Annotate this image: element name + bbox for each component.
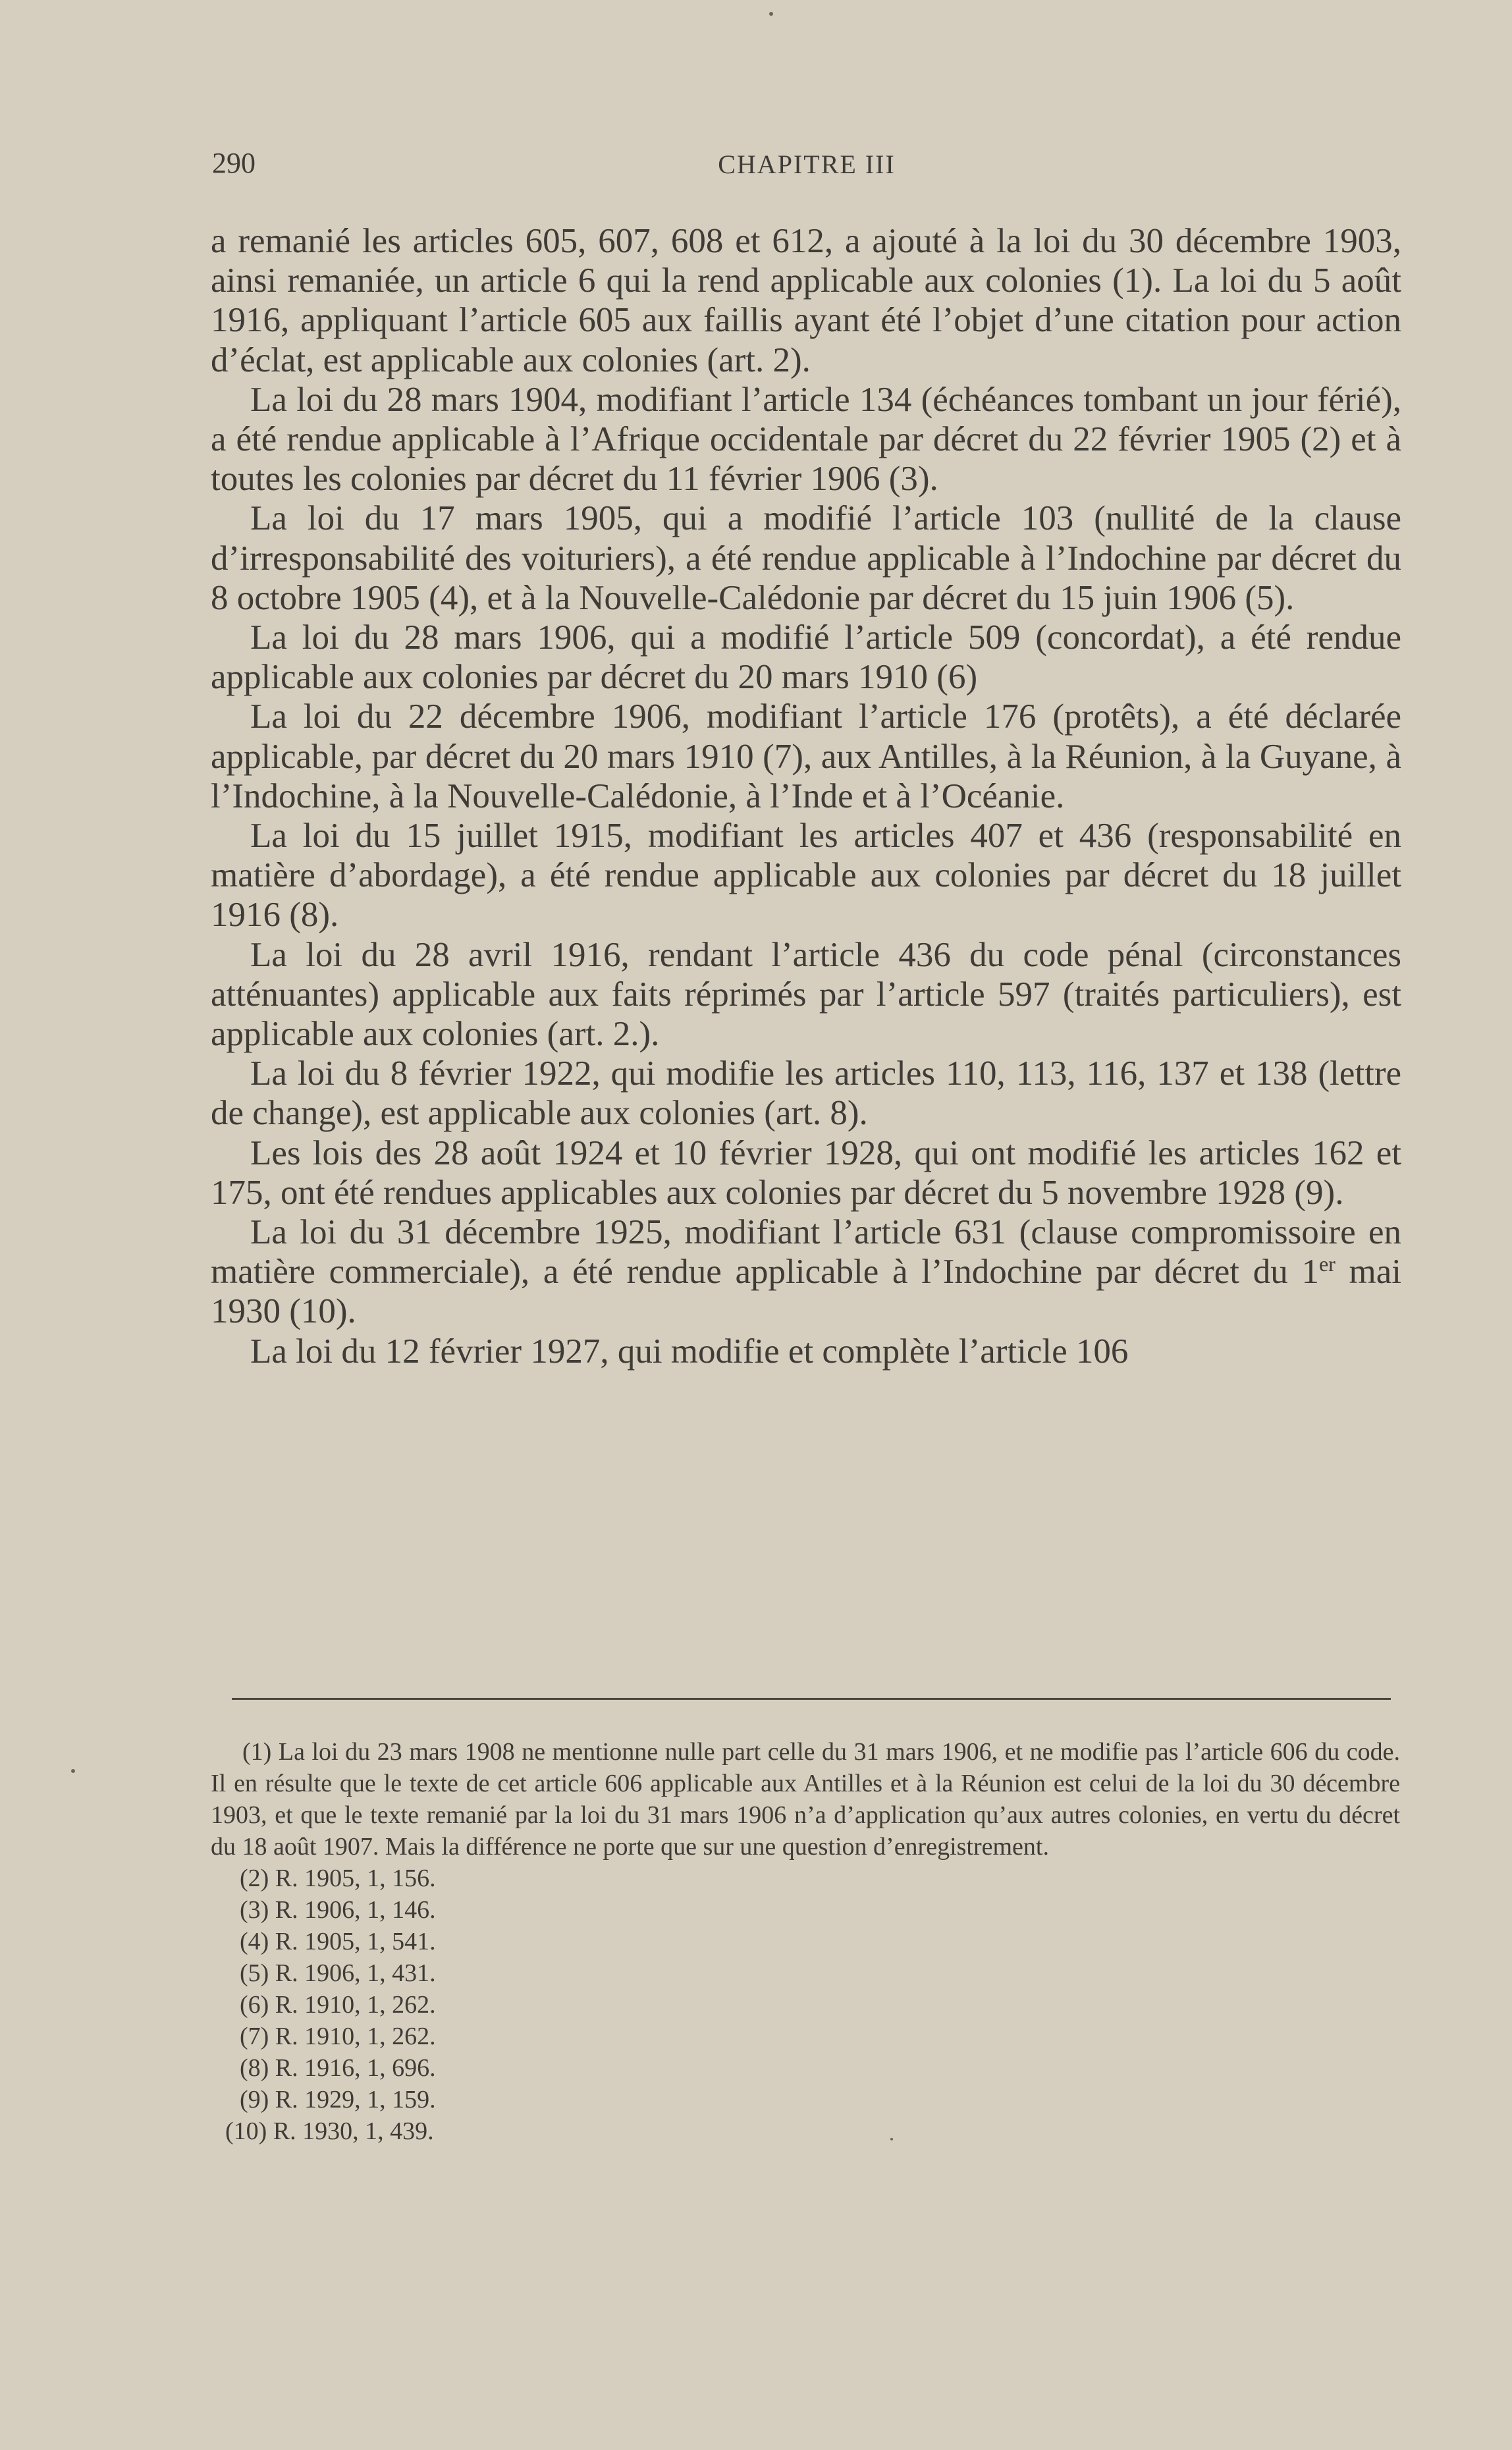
paragraph: La loi du 17 mars 1905, qui a modifié l’article 103 (nullité de la clause d’irresponsabilité des voituriers), a été rendue applicable à l’Indochine par décret du 8 octobre 1905 (4), et à la Nouvelle-Calédonie par décret du 15 juin 1906 (5).	[211, 499, 1401, 617]
paragraph: La loi du 22 décembre 1906, modifiant l’article 176 (protêts), a été déclarée applicable, par décret du 20 mars 1910 (7), aux Antilles, à la Réunion, à la Guyane, à l’Indochine, à la Nouvelle-Calédonie, à l’Inde et à l’Océanie.	[211, 697, 1401, 815]
paragraph: La loi du 28 mars 1904, modifiant l’article 134 (échéances tombant un jour férié), a été rendue applicable à l’Afrique occidentale par décret du 22 février 1905 (2) et à toutes les colonies par décret du 11 février 1906 (3).	[211, 380, 1401, 499]
footnote-reference: (3) R. 1906, 1, 146.	[240, 1896, 436, 1924]
footnote-reference: (10) R. 1930, 1, 439.	[225, 2117, 434, 2145]
footnote-reference: (7) R. 1910, 1, 262.	[240, 2023, 436, 2050]
footnote-reference: (5) R. 1906, 1, 431.	[240, 1959, 436, 1987]
footnote-reference: (9) R. 1929, 1, 159.	[240, 2086, 436, 2113]
paragraph: La loi du 12 février 1927, qui modifie et complète l’article 106	[250, 1332, 1129, 1371]
paper-speck	[769, 12, 773, 16]
page-header	[212, 146, 1401, 186]
chapter-title: CHAPITRE III	[718, 150, 896, 179]
paragraph: La loi du 8 février 1922, qui modifie les articles 110, 113, 116, 137 et 138 (lettre de change), est applicable aux colonies (art. 8).	[211, 1054, 1401, 1133]
paragraph-text: mai 1930 (10).	[211, 1253, 1401, 1331]
paragraph: La loi du 28 mars 1906, qui a modifié l’article 509 (concordat), a été rendue applicable aux colonies par décret du 20 mars 1910 (6)	[211, 618, 1401, 697]
paragraph-text: La loi du 31 décembre 1925, modifiant l’article 631 (clause compromissoire en matière commerciale), a été rendue applicable à l’Indochine par décret du 1	[211, 1213, 1401, 1292]
page-number: 290	[212, 147, 256, 179]
paragraph	[211, 1212, 1401, 1332]
ordinal-superscript: er	[1318, 1252, 1336, 1276]
footnote-reference: (6) R. 1910, 1, 262.	[240, 1991, 436, 2019]
footnotes	[211, 1736, 1400, 2147]
paper-speck	[890, 2138, 893, 2140]
paragraph: La loi du 15 juillet 1915, modifiant les articles 407 et 436 (responsabilité en matière d’abordage), a été rendue applicable aux colonies par décret du 18 juillet 1916 (8).	[211, 817, 1401, 935]
paragraph: Les lois des 28 août 1924 et 10 février 1928, qui ont modifié les articles 162 et 175, ont été rendues applicables aux colonies par décret du 5 novembre 1928 (9).	[211, 1133, 1401, 1212]
paper-speck	[71, 1769, 75, 1773]
footnote: (1) La loi du 23 mars 1908 ne mentionne nulle part celle du 31 mars 1906, et ne modifie pas l’article 606 du code. Il en résulte que le texte de cet article 606 applicable aux Antilles et à la Réunion est celui de la loi du 30 décembre 1903, et que le texte remanié par la loi du 31 mars 1906 n’a d’application qu’aux autres colonies, en vertu du décret du 18 août 1907. Mais la différence ne porte que sur une question d’enregistrement.	[211, 1738, 1400, 1861]
footnote-reference: (8) R. 1916, 1, 696.	[240, 2054, 436, 2082]
footnote-separator	[232, 1698, 1391, 1700]
footnote-reference: (2) R. 1905, 1, 156.	[240, 1865, 436, 1892]
footnote-reference: (4) R. 1905, 1, 541.	[240, 1928, 436, 1955]
paragraph: a remanié les articles 605, 607, 608 et 612, a ajouté à la loi du 30 décembre 1903, ainsi remaniée, un article 6 qui la rend applicable aux colonies (1). La loi du 5 août 1916, appliquant l’article 605 aux faillis ayant été l’objet d’une citation pour action d’éclat, est applicable aux colonies (art. 2).	[211, 222, 1401, 379]
paragraph: La loi du 28 avril 1916, rendant l’article 436 du code pénal (circonstances atténuantes) applicable aux faits réprimés par l’article 597 (traités particuliers), est applicable aux colonies (art. 2.).	[211, 935, 1401, 1054]
body-text	[211, 221, 1401, 1371]
